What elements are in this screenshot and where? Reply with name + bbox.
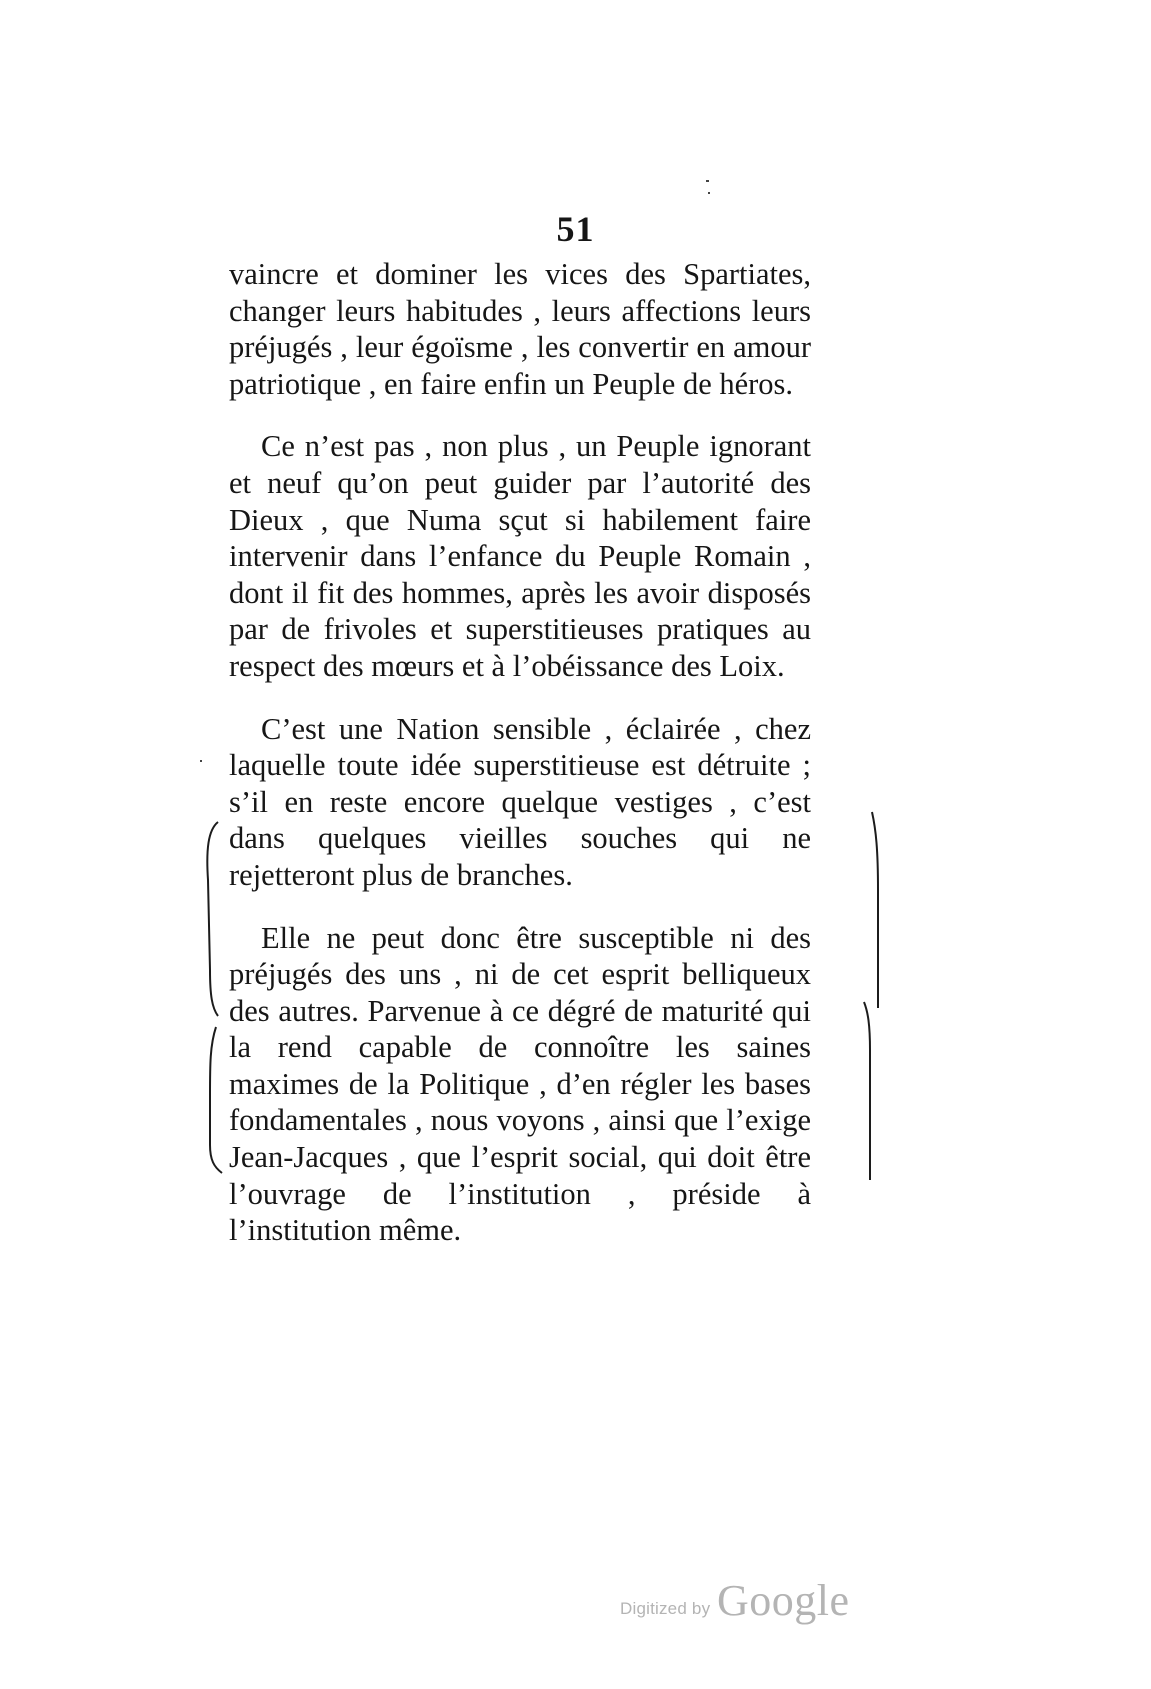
page-number: 51 [556,209,595,249]
paragraph-4: Elle ne peut donc être susceptible ni des préjugés des uns , ni de cet esprit belliqueux des autres. Parvenue à ce dégré de maturité qui la rend capable de connoître les saines maximes de la Politique , d’en régler les bases fondamentales , nous voyons , ainsi que l’exige Jean-Jacques , que l’esprit social, qui doit être l’ouvrage de l’institution , préside à l’institution même. [229,920,811,1248]
left-margin-bracket-lower [202,1025,226,1175]
digitized-by-label: Digitized by [620,1599,711,1618]
speck-mark [200,760,202,762]
paragraph-1: vaincre et dominer les vices des Spartiates, changer leurs habitudes , leurs affections leurs préjugés , leur égoïsme , les convertir en amour patriotique , en faire enfin un Peuple de héros. [229,257,811,401]
paragraph-3: C’est une Nation sensible , éclairée , chez laquelle toute idée superstitieuse est détruite ; s’il en reste encore quelque vestiges , c’est dans quelques vieilles souches qui ne rejetteront plus de branches. [229,711,811,892]
speck-mark [708,192,710,194]
body-text [229,256,811,1249]
paragraph-2: Ce n’est pas , non plus , un Peuple ignorant et neuf qu’on peut guider par l’autorité des Dieux , que Numa sçut si habilement faire intervenir dans l’enfance du Peuple Romain , dont il fit des hommes, après les avoir disposés par de frivoles et superstitieuses pratiques au respect des mœurs et à l’obéissance des Loix. [229,429,811,683]
speck-mark [706,180,709,182]
left-margin-bracket-upper [200,820,224,1020]
right-margin-line-upper [868,810,886,1010]
right-margin-line-lower [860,1000,878,1190]
digitized-watermark [620,1575,860,1625]
google-logo: Google [717,1576,850,1625]
